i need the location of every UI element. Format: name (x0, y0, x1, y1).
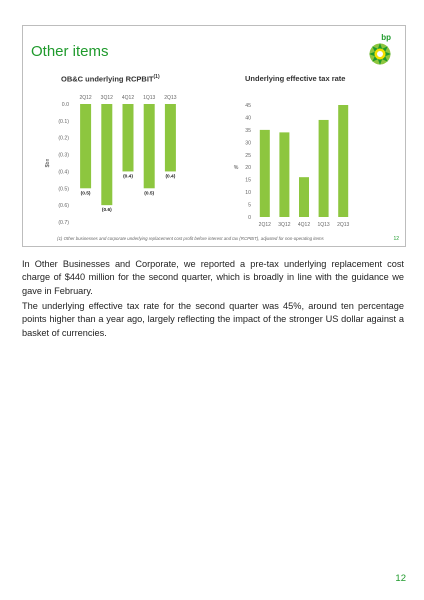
x-tick-label: 2Q13 (164, 95, 177, 101)
y-tick-label: (0.3) (58, 152, 69, 159)
y-tick-label: (0.4) (58, 169, 69, 176)
y-tick-label: 30 (245, 140, 251, 147)
page-number: 12 (395, 573, 406, 584)
y-tick-label: (0.1) (58, 118, 69, 125)
y-tick-label: 45 (245, 103, 251, 109)
bar (260, 130, 270, 217)
data-label: (0.5) (144, 191, 155, 197)
x-tick-label: 4Q12 (297, 222, 311, 228)
data-label: (0.4) (165, 174, 176, 180)
slide-number: 12 (393, 236, 399, 242)
x-tick-label: 3Q12 (278, 222, 291, 228)
x-tick-label: 4Q12 (121, 95, 135, 101)
y-tick-label: 25 (245, 152, 251, 159)
y-tick-label: (0.5) (58, 186, 69, 193)
data-label: (0.6) (101, 208, 112, 214)
bar (299, 177, 309, 217)
body-paragraph-1: In Other Businesses and Corporate, we reported a pre-tax underlying replacement cost charge of $440 million for the second quarter, which is broadly in line with the guidance we gave in February. (22, 259, 404, 296)
slide (22, 25, 406, 247)
y-tick-label: (0.2) (58, 135, 69, 142)
tax-rate-bar-chart (23, 26, 407, 248)
y-axis-label: % (233, 165, 239, 171)
bp-logo-text: bp (381, 33, 391, 42)
y-tick-label: 15 (245, 177, 251, 184)
bar (319, 120, 329, 217)
y-tick-label: 5 (248, 202, 251, 209)
x-tick-label: 2Q12 (258, 222, 271, 228)
y-tick-label: 20 (245, 165, 251, 172)
data-label: (0.5) (80, 191, 91, 197)
chart-title-rcpbit-text: OB&C underlying RCPBIT (61, 74, 154, 84)
x-tick-label: 1Q13 (317, 222, 330, 228)
y-tick-label: (0.7) (58, 220, 69, 226)
y-tick-label: 10 (245, 190, 251, 197)
y-tick-label: 40 (245, 115, 251, 122)
y-tick-label: 0 (248, 215, 251, 221)
chart-title-rcpbit-superscript: (1) (153, 74, 160, 80)
bar (338, 105, 348, 217)
data-label: (0.4) (123, 174, 133, 180)
body-paragraph-2: The underlying effective tax rate for the second quarter was 45%, around ten percentage points higher than a year ago, largely reflecting the impact of the stronger US dollar against a basket of currencies. (22, 301, 404, 338)
x-tick-label: 1Q13 (143, 95, 156, 101)
x-tick-label: 2Q13 (337, 222, 350, 228)
y-axis-label: $bn (45, 158, 51, 168)
slide-title: Other items (31, 43, 109, 60)
slide-footnote: (1) Other businesses and corporate underlying replacement cost profit before interest and tax (RCPBIT), adjusted for non-operating items (57, 236, 324, 241)
y-tick-label: (0.6) (58, 203, 69, 210)
x-tick-label: 2Q12 (79, 95, 92, 101)
x-tick-label: 3Q12 (100, 95, 113, 101)
bar (279, 132, 289, 217)
y-tick-label: 0.0 (61, 102, 69, 108)
chart-title-tax-rate: Underlying effective tax rate (245, 74, 346, 83)
y-tick-label: 35 (245, 127, 251, 134)
